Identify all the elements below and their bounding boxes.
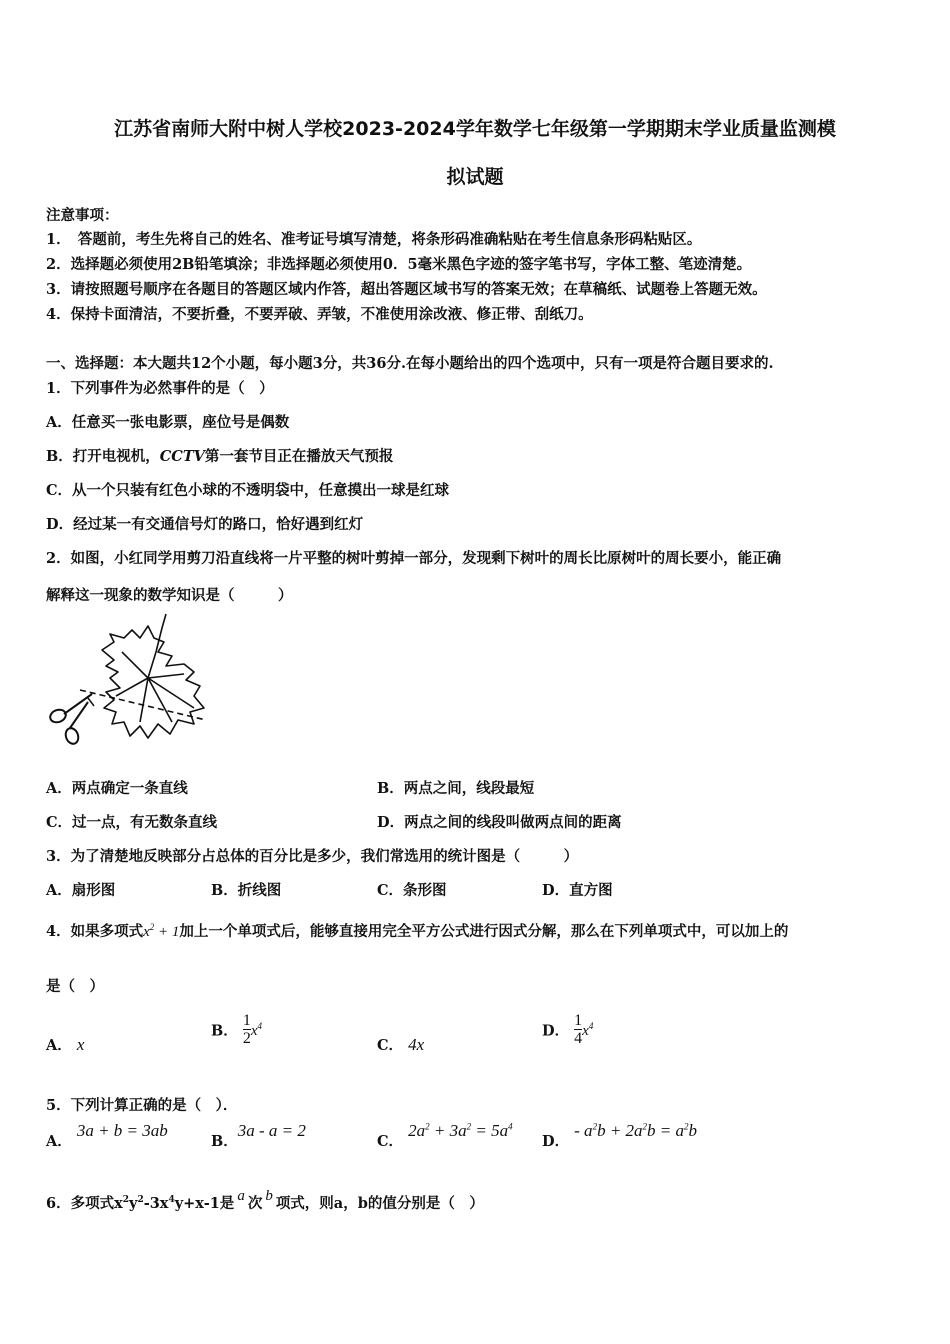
scissors-icon [48,694,94,746]
exam-title-line1: 江苏省南师大附中树人学校2023-2024学年数学七年级第一学期期末学业质量监测模 [114,118,836,140]
leaf-vein [122,652,148,678]
notice-heading: 注意事项： [46,207,119,224]
q4-d-fraction: $\frac{1}{4}$ [574,1012,583,1047]
q4-option-d: D． $\frac{1}{4}x^4$ [542,1012,594,1047]
leaf-vein [140,678,148,722]
leaf-scissors-figure [44,612,216,752]
q3-option-a: A．扇形图 [46,882,116,899]
leaf-vein [148,678,194,708]
q5-option-c: C． $2a^2 + 3a^2 = 5a^4$ [377,1121,513,1150]
q5-option-b: B．3a - a = 2 [211,1121,306,1150]
q1-option-a: A．任意买一张电影票，座位号是偶数 [46,414,290,431]
q2-stem-line2: 解释这一现象的数学知识是（ ） [46,587,293,604]
notice-item: 4．保持卡面清洁，不要折叠，不要弄破、弄皱，不准使用涂改液、修正带、刮纸刀。 [46,306,593,323]
q1-stem: 1．下列事件为必然事件的是（ ） [46,380,274,397]
notice-item: 1． 答题前，考生先将自己的姓名、准考证号填写清楚，将条形码准确粘贴在考生信息条形码粘贴区。 [46,231,702,248]
q4-d-var: $x^4$ [582,1020,594,1039]
leaf-vein [148,678,172,722]
cut-line [80,690,206,720]
q2-option-b: B．两点之间，线段最短 [377,780,535,797]
q4-option-a: A． x [46,1035,85,1054]
q4-b-fraction: $\frac{1}{2}$ [242,1012,251,1047]
q2-stem-line1: 2．如图，小红同学用剪刀沿直线将一片平整的树叶剪掉一部分，发现剩下树叶的周长比原树叶的周长要小，能正确 [46,550,782,567]
q3-option-b: B．折线图 [211,882,282,899]
q5-stem: 5．下列计算正确的是（ ）． [46,1097,238,1114]
notice-item: 2．选择题必须使用2B铅笔填涂；非选择题必须使用0．5毫米黑色字迹的签字笔书写，字体工整、笔迹清楚。 [46,256,752,273]
q4-stem-line2: 是（ ） [46,978,104,995]
q3-stem: 3．为了清楚地反映部分占总体的百分比是多少，我们常选用的统计图是（ ） [46,848,579,865]
q3-option-d: D．直方图 [542,882,613,899]
leaf-vein [148,674,184,678]
q5-option-d: D． - $a^2b + 2a^2b = a^2b$ [542,1121,698,1150]
q1-option-c: C．从一个只装有红色小球的不透明袋中，任意摸出一球是红球 [46,482,450,499]
section-heading: 一、选择题：本大题共12个小题，每小题3分，共36分.在每小题给出的四个选项中，只有一项是符合题目要求的. [46,355,774,372]
q6-stem: 6．多项式$x^2y^2-3x^4y+x-1$是 a 次 b 项式，则a，b的值分别是（ ） [46,1188,484,1212]
q2-option-d: D．两点之间的线段叫做两点间的距离 [377,814,622,831]
q1-option-d: D．经过某一有交通信号灯的路口，恰好遇到红灯 [46,516,364,533]
q4-option-c: C． 4x [377,1035,425,1054]
leaf-vein [116,678,148,696]
q4-stem-line1: 4．如果多项式$x^2 + 1$加上一个单项式后，能够直接用完全平方公式进行因式分解，那么在下列单项式中，可以加上的 [46,922,789,940]
q4-polynomial: $x^2 + 1$ [143,922,180,940]
leaf-stem [148,614,166,678]
q1-option-b: B．打开电视机，CCTV第一套节目正在播放天气预报 [46,448,394,465]
q2-option-c: C．过一点，有无数条直线 [46,814,218,831]
q3-option-c: C．条形图 [377,882,447,899]
q2-option-a: A．两点确定一条直线 [46,780,188,797]
exam-title-line2: 拟试题 [446,166,504,188]
q6-var-a: a [237,1188,245,1204]
q4-option-b: B． $\frac{1}{2}x^4$ [211,1012,262,1047]
q5-option-a: A． 3a + b = 3ab [46,1121,168,1150]
q1-cctv: CCTV [159,448,205,465]
q6-var-b: b [265,1188,273,1204]
q4-b-var: $x^4$ [250,1020,262,1039]
notice-item: 3．请按照题号顺序在各题目的答题区域内作答，超出答题区域书写的答案无效；在草稿纸、试题卷上答题无效。 [46,281,767,298]
